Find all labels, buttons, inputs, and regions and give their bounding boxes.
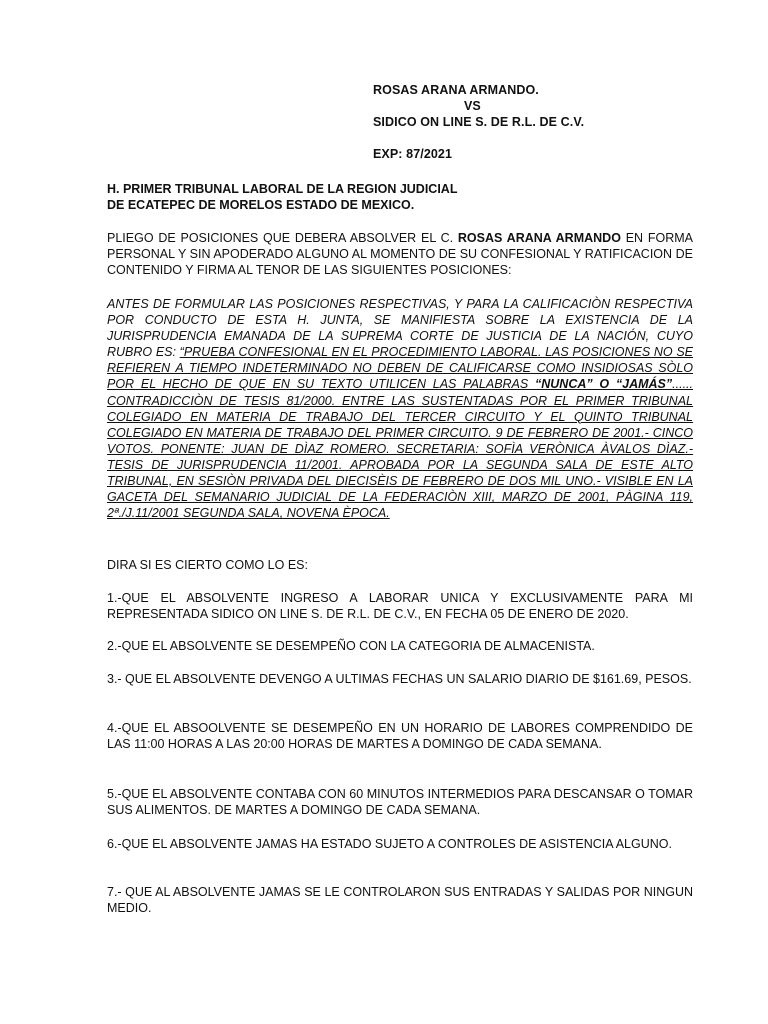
- position-item: 3.- QUE EL ABSOLVENTE DEVENGO A ULTIMAS FECHAS UN SALARIO DIARIO DE $161.69, PESOS.: [107, 672, 692, 686]
- versus-label: VS: [464, 99, 481, 113]
- intro-text-end: EN FORMA PERSONAL Y SIN APODERADO ALGUNO AL MOMENTO DE SU CONFESIONAL Y RATIFICACION DE CONTENIDO Y FIRMA AL TENOR DE LAS SIGUIENTES POSICIONES:: [107, 231, 694, 278]
- position-item: 1.-QUE EL ABSOLVENTE INGRESO A LABORAR UNICA Y EXCLUSIVAMENTE PARA MI REPRESENTADA SIDICO ON LINE S. DE R.L. DE C.V., EN FECHA 05 DE ENERO DE 2020.: [107, 591, 693, 622]
- jurisprudence-quote-part-2: ...... CONTRADICCIÒN DE TESIS 81/2000. ENTRE LAS SUSTENTADAS POR EL PRIMER TRIBUNAL COLEGIADO EN MATERIA DE TRABAJO DEL TERCER CIRCUITO Y EL QUINTO TRIBUNAL COLEGIADO EN MATERIA DE TRABAJO DEL PRIMER CIRCUITO. 9 DE FEBRERO DE 2001.- CINCO VOTOS. PONENTE: JUAN DE DÌAZ ROMERO. SECRETARIA: SOFÌA VERÒNICA ÀVALOS DÌAZ.- TESIS DE JURISPRUDENCIA 11/2001. APROBADA POR LA SEGUNDA SALA DE ESTE ALTO TRIBUNAL, EN SESIÒN PRIVADA DEL DIECISÈIS DE FEBRERO DE DOS MIL UNO.- VISIBLE EN LA GACETA DEL SEMANARIO JUDICIAL DE LA FEDERACIÒN XIII, MARZO DE 2001, PÀGINA 119, 2ª./J.11/2001 SEGUNDA SALA, NOVENA ÈPOCA.: [107, 377, 693, 521]
- intro-paragraph: [107, 230, 693, 278]
- court-line-2: DE ECATEPEC DE MORELOS ESTADO DE MEXICO.: [107, 198, 415, 212]
- case-number: EXP: 87/2021: [373, 147, 453, 161]
- jurisprudence-lead: ANTES DE FORMULAR LAS POSICIONES RESPECTIVAS, Y PARA LA CALIFICACIÒN RESPECTIVA POR CONDUCTO DE ESTA H. JUNTA, SE MANIFIESTA SOBRE LA EXISTENCIA DE LA JURISPRUDENCIA EMANADA DE LA SUPREMA CORTE DE JUSTICIA DE LA NACIÓN, CUYO RUBRO ES:: [107, 297, 693, 360]
- position-item: 6.-QUE EL ABSOLVENTE JAMAS HA ESTADO SUJETO A CONTROLES DE ASISTENCIA ALGUNO.: [107, 837, 672, 851]
- defendant-name: SIDICO ON LINE S. DE R.L. DE C.V.: [373, 115, 585, 129]
- position-item: 2.-QUE EL ABSOLVENTE SE DESEMPEÑO CON LA CATEGORIA DE ALMACENISTA.: [107, 639, 595, 653]
- absolvent-name: ROSAS ARANA ARMANDO: [457, 231, 621, 245]
- position-item: 4.-QUE EL ABSOOLVENTE SE DESEMPEÑO EN UN HORARIO DE LABORES COMPRENDIDO DE LAS 11:00 HORAS A LAS 20:00 HORAS DE MARTES A DOMINGO DE CADA SEMANA.: [107, 721, 693, 752]
- position-item: 7.- QUE AL ABSOLVENTE JAMAS SE LE CONTROLARON SUS ENTRADAS Y SALIDAS POR NINGUN MEDIO.: [107, 885, 693, 916]
- intro-text-start: PLIEGO DE POSICIONES QUE DEBERA ABSOLVER EL C.: [107, 231, 458, 245]
- court-line-1: H. PRIMER TRIBUNAL LABORAL DE LA REGION JUDICIAL: [107, 182, 458, 196]
- court-heading: [107, 181, 457, 213]
- case-parties-heading: [373, 82, 584, 162]
- jurisprudence-paragraph: [107, 296, 693, 521]
- plaintiff-name: ROSAS ARANA ARMANDO.: [373, 83, 539, 97]
- position-item: 5.-QUE EL ABSOLVENTE CONTABA CON 60 MINUTOS INTERMEDIOS PARA DESCANSAR O TOMAR SUS ALIMENTOS. DE MARTES A DOMINGO DE CADA SEMANA.: [107, 787, 693, 818]
- jurisprudence-quote-bold: “NUNCA” O “JAMÁS”: [535, 377, 673, 392]
- dira-line: DIRA SI ES CIERTO COMO LO ES:: [107, 558, 308, 572]
- jurisprudence-quote-part-1: “PRUEBA CONFESIONAL EN EL PROCEDIMIENTO LABORAL. LAS POSICIONES NO SE REFIEREN A TIEMPO INDETERMINADO NO DEBEN DE CALIFICARSE COMO INSIDIOSAS SÒLO POR EL HECHO DE QUE EN SU TEXTO UTILICEN LAS PALABRAS: [107, 345, 693, 392]
